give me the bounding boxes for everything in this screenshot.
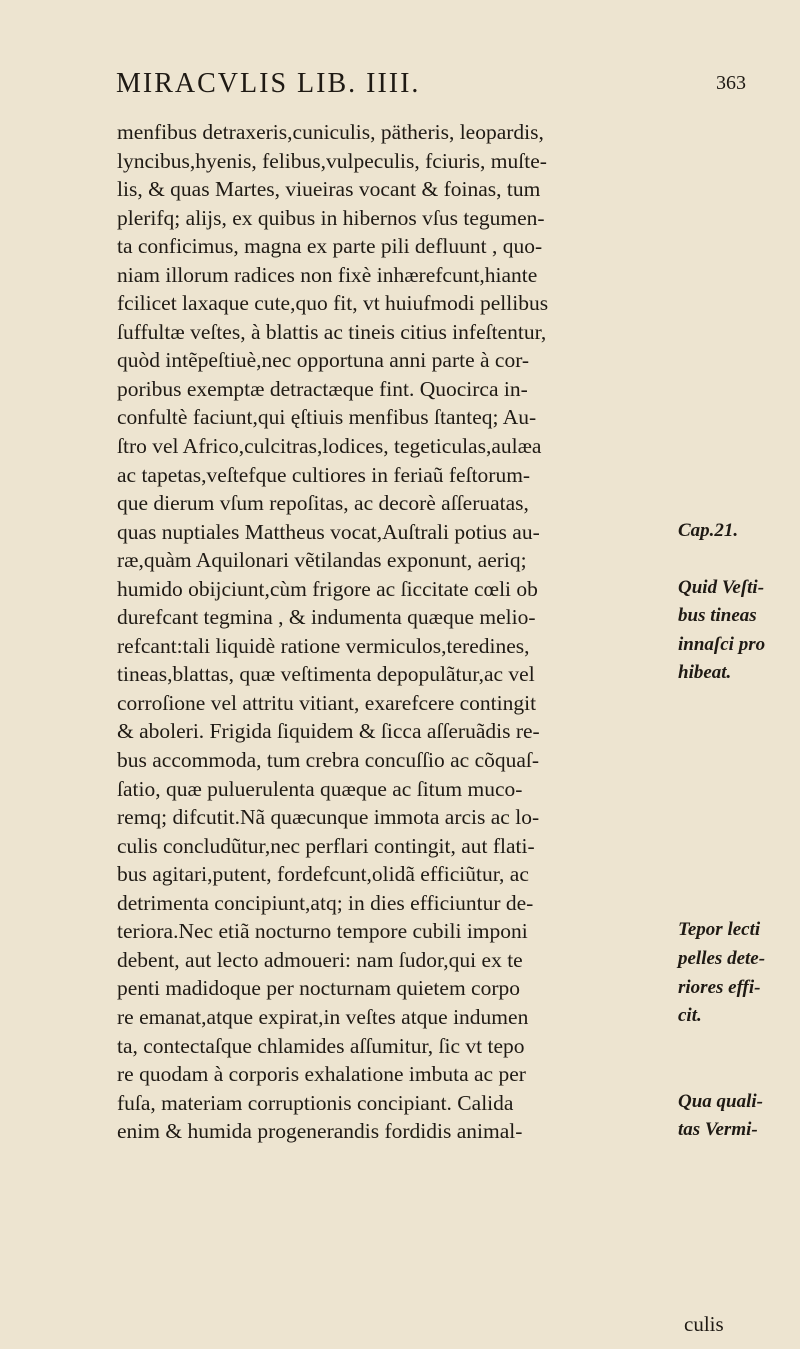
text-line: enim & humida progenerandis fordidis animal-: [117, 1119, 523, 1144]
margin-note: Qua quali-: [678, 1090, 763, 1112]
text-line: poribus exemptæ detractæque fint. Quocirca in-: [117, 376, 528, 401]
text-line: ſtro vel Africo,culcitras,lodices, tegeticulas,aulæa: [117, 434, 542, 459]
text-line: fcilicet laxaque cute,quo fit, vt huiufmodi pellibus: [117, 291, 549, 316]
text-line: debent, aut lecto admoueri: nam ſudor,qui ex te: [117, 947, 523, 972]
text-line: culis concludũtur,nec perflari contingit, aut flati-: [117, 833, 535, 858]
margin-notes: [678, 0, 798, 1349]
margin-note: Tepor lecti: [678, 919, 761, 941]
text-line: re emanat,atque expirat,in veſtes atque indumen: [117, 1004, 529, 1029]
text-line: ta conficimus, magna ex parte pili defluunt , quo-: [117, 234, 543, 259]
margin-note: hibeat.: [678, 662, 732, 684]
margin-note: tas Vermi-: [678, 1119, 758, 1141]
text-line: detrimenta concipiunt,atq; in dies efficiuntur de-: [117, 890, 534, 915]
text-line: ræ,quàm Aquilonari vẽtilandas exponunt, aeriq;: [117, 548, 527, 573]
text-line: refcant:tali liquidè ratione vermiculos,teredines,: [117, 633, 530, 658]
text-line: ſuffultæ veſtes, à blattis ac tineis citius infeſtentur,: [117, 319, 547, 344]
body-text: [117, 118, 677, 1146]
margin-note: Cap.21.: [678, 519, 739, 541]
text-line: quas nuptiales Mattheus vocat,Auſtrali potius au-: [117, 519, 540, 544]
margin-note: riores effi-: [678, 976, 761, 998]
catchword: culis: [684, 1312, 724, 1336]
text-line: teriora.Nec etiã nocturno tempore cubili imponi: [117, 919, 528, 944]
text-line: humido obijciunt,cùm frigore ac ſiccitate cœli ob: [117, 576, 538, 601]
text-line: corroſione vel attritu vitiant, exarefcere contingit: [117, 690, 537, 715]
text-line: lis, & quas Martes, viueiras vocant & foinas, tum: [117, 177, 541, 202]
text-line: menfibus detraxeris,cuniculis, pätheris, leopardis,: [117, 120, 544, 144]
text-line: confultè faciunt,qui ęſtiuis menfibus ſtanteq; Au-: [117, 405, 537, 430]
margin-note: Quid Veſti-: [678, 576, 765, 598]
text-line: ſatio, quæ puluerulenta quæque ac ſitum muco-: [117, 776, 523, 801]
margin-note: cit.: [678, 1005, 702, 1027]
text-line: que dierum vſum repoſitas, ac decorè aſſeruatas,: [117, 491, 529, 516]
page-number: 363: [716, 72, 746, 94]
text-line: fuſa, materiam corruptionis concipiant. Calida: [117, 1090, 514, 1115]
margin-note: pelles dete-: [678, 947, 766, 969]
margin-note: innaſci pro: [678, 633, 766, 655]
text-line: & aboleri. Frigida ſiquidem & ſicca aſſeruãdis re-: [117, 719, 540, 744]
text-line: remq; difcutit.Nã quæcunque immota arcis ac lo-: [117, 805, 540, 830]
text-line: bus accommoda, tum crebra concuſſio ac cõquaſ-: [117, 748, 540, 773]
text-line: bus agitari,putent, fordefcunt,olidã efficiũtur, ac: [117, 862, 529, 887]
running-head: MIRACVLIS LIB. IIII.: [116, 68, 421, 99]
margin-note: bus tineas: [678, 605, 757, 627]
text-line: re quodam à corporis exhalatione imbuta ac per: [117, 1062, 526, 1087]
text-line: niam illorum radices non fixè inhærefcunt,hiante: [117, 262, 538, 287]
text-line: lyncibus,hyenis, felibus,vulpeculis, fciuris, muſte-: [117, 148, 547, 173]
text-line: tineas,blattas, quæ veſtimenta depopulãtur,ac vel: [117, 662, 535, 687]
text-line: penti madidoque per nocturnam quietem corpo: [117, 976, 520, 1001]
text-line: durefcant tegmina , & indumenta quæque melio-: [117, 605, 536, 630]
text-line: ac tapetas,veſtefque cultiores in feriaũ feſtorum-: [117, 462, 531, 487]
text-line: plerifq; alijs, ex quibus in hibernos vſus tegumen-: [117, 205, 545, 230]
text-line: ta, contectaſque chlamides aſſumitur, ſic vt tepo: [117, 1033, 525, 1058]
text-line: quòd intẽpeſtiuè,nec opportuna anni parte à cor-: [117, 348, 530, 373]
